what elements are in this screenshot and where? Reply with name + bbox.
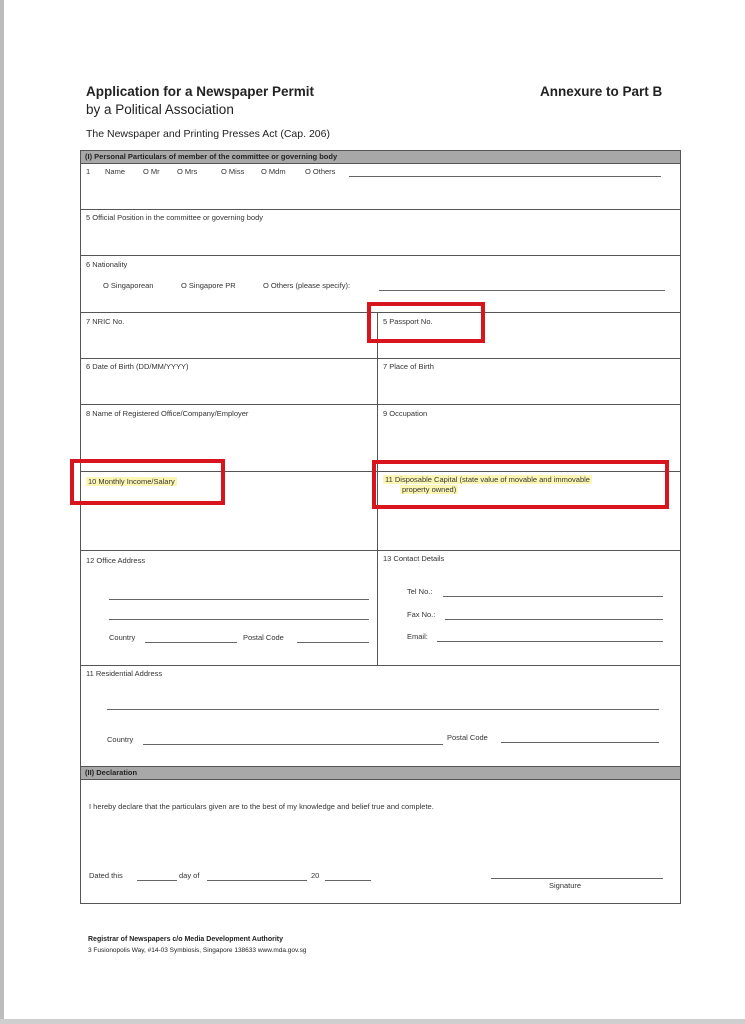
salutation-miss[interactable]: O Miss [221,167,245,176]
income-label: 10 Monthly Income/Salary [88,477,175,486]
scan-left-edge [0,0,4,1024]
footer-address: 3 Fusionopolis Way, #14-03 Symbiosis, Singapore 138633 www.mda.gov.sg [88,947,307,954]
fax-label: Fax No.: [407,610,436,619]
position-label: 5 Official Position in the committee or governing body [86,213,264,222]
section-1-heading: (I) Personal Particulars of member of the committee or governing body [85,152,338,161]
salutation-others[interactable]: O Others [305,167,336,176]
permit-form [80,150,681,904]
residential-country-line[interactable] [143,744,443,745]
office-address-label: 12 Office Address [86,556,146,565]
section-2-bar [81,766,680,780]
residential-address-line[interactable] [107,709,659,710]
email-label: Email: [407,632,428,641]
passport-label: 5 Passport No. [383,317,433,326]
name-input-line[interactable] [349,176,661,177]
nationality-specify-line[interactable] [379,290,665,291]
signature-line[interactable] [491,878,663,879]
income-annotation-box [70,459,225,505]
nationality-singapore-pr[interactable]: O Singapore PR [181,281,236,290]
salutation-mrs[interactable]: O Mrs [177,167,198,176]
office-postal-label: Postal Code [243,633,284,642]
contact-details-label: 13 Contact Details [383,554,445,563]
annexure-label: Annexure to Part B [540,84,663,99]
residential-postal-line[interactable] [501,742,659,743]
capital-annotation-box [372,460,669,509]
office-address-line-2[interactable] [109,619,369,620]
residential-postal-label: Postal Code [447,733,488,742]
email-line[interactable] [437,641,663,642]
dated-year-line[interactable] [325,880,371,881]
salutation-mdm[interactable]: O Mdm [261,167,286,176]
residential-country-label: Country [107,735,134,744]
act-reference: The Newspaper and Printing Presses Act (Cap. 206) [86,128,330,140]
tel-line[interactable] [443,596,663,597]
fax-line[interactable] [445,619,663,620]
residential-address-label: 11 Residential Address [86,669,163,678]
scan-bottom-edge [0,1019,745,1024]
office-postal-line[interactable] [297,642,369,643]
section-1-bar [81,151,680,164]
capital-label-line1: 11 Disposable Capital (state value of movable and immovable [385,475,590,484]
dated-month-line[interactable] [207,880,307,881]
dated-this-label: Dated this [89,871,123,880]
section-2-heading: (II) Declaration [85,768,138,777]
nationality-others[interactable]: O Others (please specify): [263,281,351,290]
form-subtitle: by a Political Association [86,102,234,117]
salutation-mr[interactable]: O Mr [143,167,160,176]
nric-label: 7 NRIC No. [86,317,125,326]
dated-day-line[interactable] [137,880,177,881]
nationality-singaporean[interactable]: O Singaporean [103,281,154,290]
footer-registrar: Registrar of Newspapers c/o Media Development Authority [88,936,284,943]
office-country-line[interactable] [145,642,237,643]
declaration-text: I hereby declare that the particulars given are to the best of my knowledge and belief true and complete. [89,802,434,811]
capital-label-line2: property owned) [402,485,457,494]
tel-label: Tel No.: [407,587,433,596]
year-prefix-label: 20 [311,871,320,880]
occupation-label: 9 Occupation [383,409,428,418]
signature-label: Signature [549,881,582,890]
office-address-line-1[interactable] [109,599,369,600]
name-number: 1 [86,167,91,176]
pob-label: 7 Place of Birth [383,362,434,371]
office-country-label: Country [109,633,136,642]
dob-label: 6 Date of Birth (DD/MM/YYYY) [86,362,189,371]
name-label: Name [105,167,126,176]
passport-annotation-box [367,302,485,343]
form-title: Application for a Newspaper Permit [86,84,315,99]
nationality-label: 6 Nationality [86,260,128,269]
employer-label: 8 Name of Registered Office/Company/Employer [86,409,249,418]
day-of-label: day of [179,871,200,880]
